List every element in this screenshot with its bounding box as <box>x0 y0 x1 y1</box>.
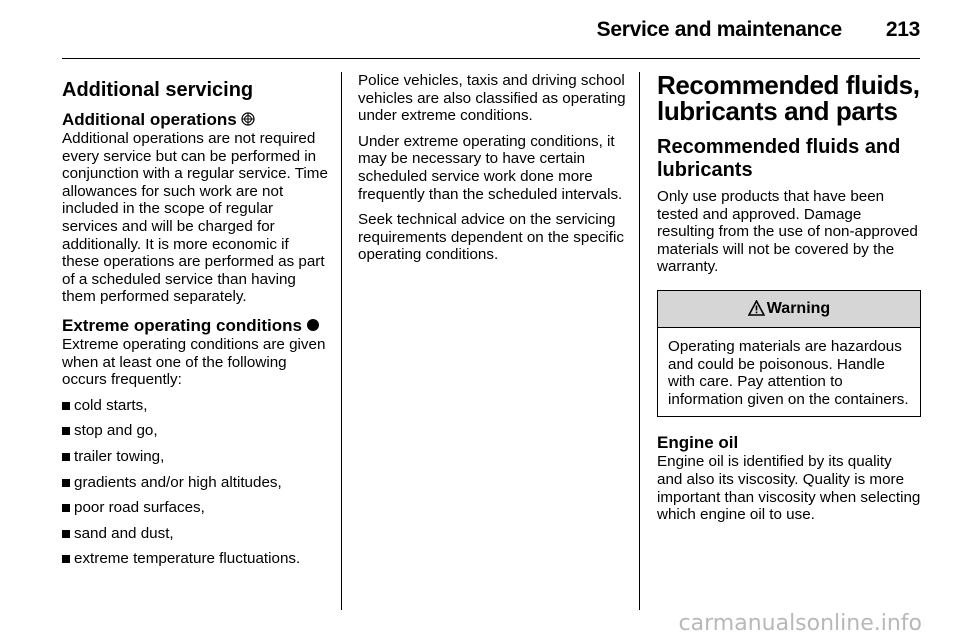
warning-header <box>658 291 920 328</box>
section-title-additional-servicing: Additional servicing <box>62 79 254 101</box>
section-title-recommended-fluids: Recommended fluids, lubricants and parts <box>657 70 920 126</box>
subheading-engine-oil: Engine oil <box>657 433 739 453</box>
extreme-conditions-list <box>62 397 328 568</box>
column-left <box>62 72 328 576</box>
column-middle <box>358 72 626 272</box>
bullet-square-icon <box>62 427 70 435</box>
warning-body: Operating materials are hazardous and could be poisonous. Handle with care. Pay attention to information given on the containers. <box>668 337 909 408</box>
paragraph: Seek technical advice on the servicing requirements dependent on the specific operating conditions. <box>358 211 624 264</box>
list-item <box>62 525 328 543</box>
extreme-conditions-intro: Extreme operating conditions are given when at least one of the following occurs frequently: <box>62 335 326 389</box>
bullet-square-icon <box>62 530 70 538</box>
list-item-text: extreme temperature fluctuations. <box>74 550 301 568</box>
paragraph: Police vehicles, taxis and driving school vehicles are also classified as operating under extreme conditions. <box>358 72 626 125</box>
list-item-text: poor road surfaces, <box>74 499 205 517</box>
circled-plus-icon <box>241 112 255 126</box>
bullet-square-icon <box>62 453 70 461</box>
subheading-additional-operations <box>62 110 328 130</box>
subheading-fluids-lubricants: Recommended fluids and lubricants <box>657 136 901 181</box>
list-item-text: trailer towing, <box>74 447 165 465</box>
paragraph: Under extreme operating conditions, it may be necessary to have certain scheduled service work done more frequently than the scheduled intervals. <box>358 132 623 203</box>
column-divider <box>639 72 640 610</box>
additional-operations-body: Additional operations are not required every service but can be performed in conjunction with a regular service. Time allowances for such work are not included in the scope of regular services and will be charged for additionally. It is more economic if these operations are performed as part of a scheduled service than having them performed separately. <box>62 130 328 306</box>
bullet-square-icon <box>62 479 70 487</box>
page-number: 213 <box>885 18 920 41</box>
list-item-text: stop and go, <box>74 422 158 440</box>
page-header <box>597 18 920 42</box>
warning-box <box>657 290 921 417</box>
column-divider <box>341 72 342 610</box>
watermark: carmanualsonline.info <box>678 611 922 636</box>
page-header-title: Service and maintenance <box>596 18 842 41</box>
subheading-extreme-conditions <box>62 316 328 336</box>
filled-circle-icon <box>306 318 320 332</box>
engine-oil-body: Engine oil is identified by its quality and also its viscosity. Quality is more important than viscosity when selecting which engine oil to use. <box>657 453 921 524</box>
list-item <box>62 448 328 466</box>
list-item-text: cold starts, <box>74 396 148 414</box>
warning-label: Warning <box>766 299 831 317</box>
warning-triangle-icon <box>748 300 765 316</box>
subheading-text: Additional operations <box>62 110 237 129</box>
list-item <box>62 474 328 492</box>
bullet-square-icon <box>62 504 70 512</box>
list-item <box>62 397 328 415</box>
list-item <box>62 499 328 517</box>
list-item-text: gradients and/or high altitudes, <box>74 473 282 491</box>
list-item <box>62 550 328 568</box>
header-rule <box>62 58 920 59</box>
list-item-text: sand and dust, <box>74 524 174 542</box>
list-item <box>62 422 328 440</box>
fluids-intro: Only use products that have been tested and approved. Damage resulting from the use of non-approved materials will not be covered by the warranty. <box>657 188 918 276</box>
bullet-square-icon <box>62 402 70 410</box>
bullet-square-icon <box>62 555 70 563</box>
subheading-text: Extreme operating conditions <box>62 315 302 335</box>
column-right <box>657 72 921 532</box>
